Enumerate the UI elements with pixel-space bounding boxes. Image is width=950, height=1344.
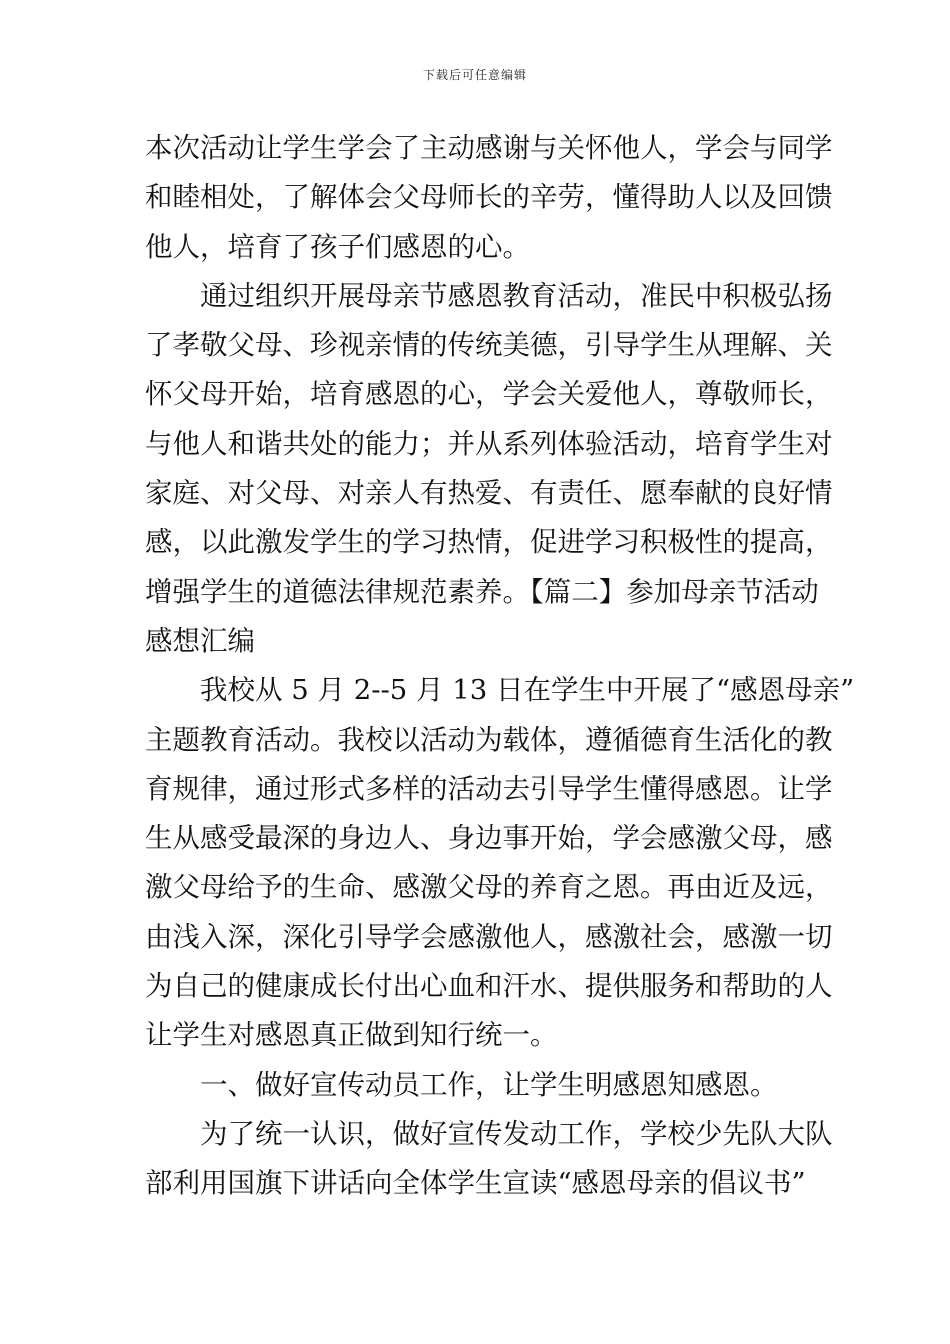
text-line: 生从感受最深的身边人、身边事开始，学会感激父母，感 (145, 822, 833, 855)
text-line: 部利用国旗下讲话向全体学生宣读“感恩母亲的倡议书” (145, 1167, 806, 1200)
text-line: 由浅入深，深化引导学会感激他人，感激社会，感激一切 (145, 920, 833, 953)
text-line: 了孝敬父母、珍视亲情的传统美德，引导学生从理解、关 (145, 329, 833, 362)
text-line: 和睦相处，了解体会父母师长的辛劳，懂得助人以及回馈 (145, 181, 833, 214)
text-line: 本次活动让学生学会了主动感谢与关怀他人，学会与同学 (145, 132, 833, 164)
text-line: 感想汇编 (145, 624, 255, 657)
text-line: 激父母给予的生命、感激父母的养育之恩。再由近及远， (145, 871, 833, 904)
text-line: 与他人和谐共处的能力；并从系列体验活动，培育学生对 (145, 427, 833, 460)
text-line: 增强学生的道德法律规范素养。【篇二】参加母亲节活动 (145, 575, 819, 608)
text-line: 育规律，通过形式多样的活动去引导学生懂得感恩。让学 (145, 772, 833, 805)
page-header-note: 下载后可任意编辑 (422, 68, 527, 82)
text-line: 让学生对感恩真正做到知行统一。 (145, 1019, 558, 1052)
text-line: 通过组织开展母亲节感恩教育活动，准民中积极弘扬 (200, 279, 833, 312)
text-line: 家庭、对父母、对亲人有热爱、有责任、愿奉献的良好情 (145, 477, 833, 510)
text-line: 一、做好宣传动员工作，让学生明感恩知感恩。 (200, 1068, 778, 1101)
text-line: 我校从 5 月 2--5 月 13 日在学生中开展了“感恩母亲” (200, 674, 855, 707)
document-body (145, 124, 855, 1209)
text-line: 他人，培育了孩子们感恩的心。 (145, 230, 530, 263)
text-line: 为了统一认识，做好宣传发动工作，学校少先队大队 (200, 1117, 833, 1150)
text-line: 怀父母开始，培育感恩的心，学会关爱他人，尊敬师长， (145, 378, 833, 411)
text-line: 主题教育活动。我校以活动为载体，遵循德育生活化的教 (145, 723, 833, 756)
text-line: 感，以此激发学生的学习热情，促进学习积极性的提高， (145, 526, 833, 559)
text-line: 为自己的健康成长付出心血和汗水、提供服务和帮助的人 (145, 970, 833, 1003)
